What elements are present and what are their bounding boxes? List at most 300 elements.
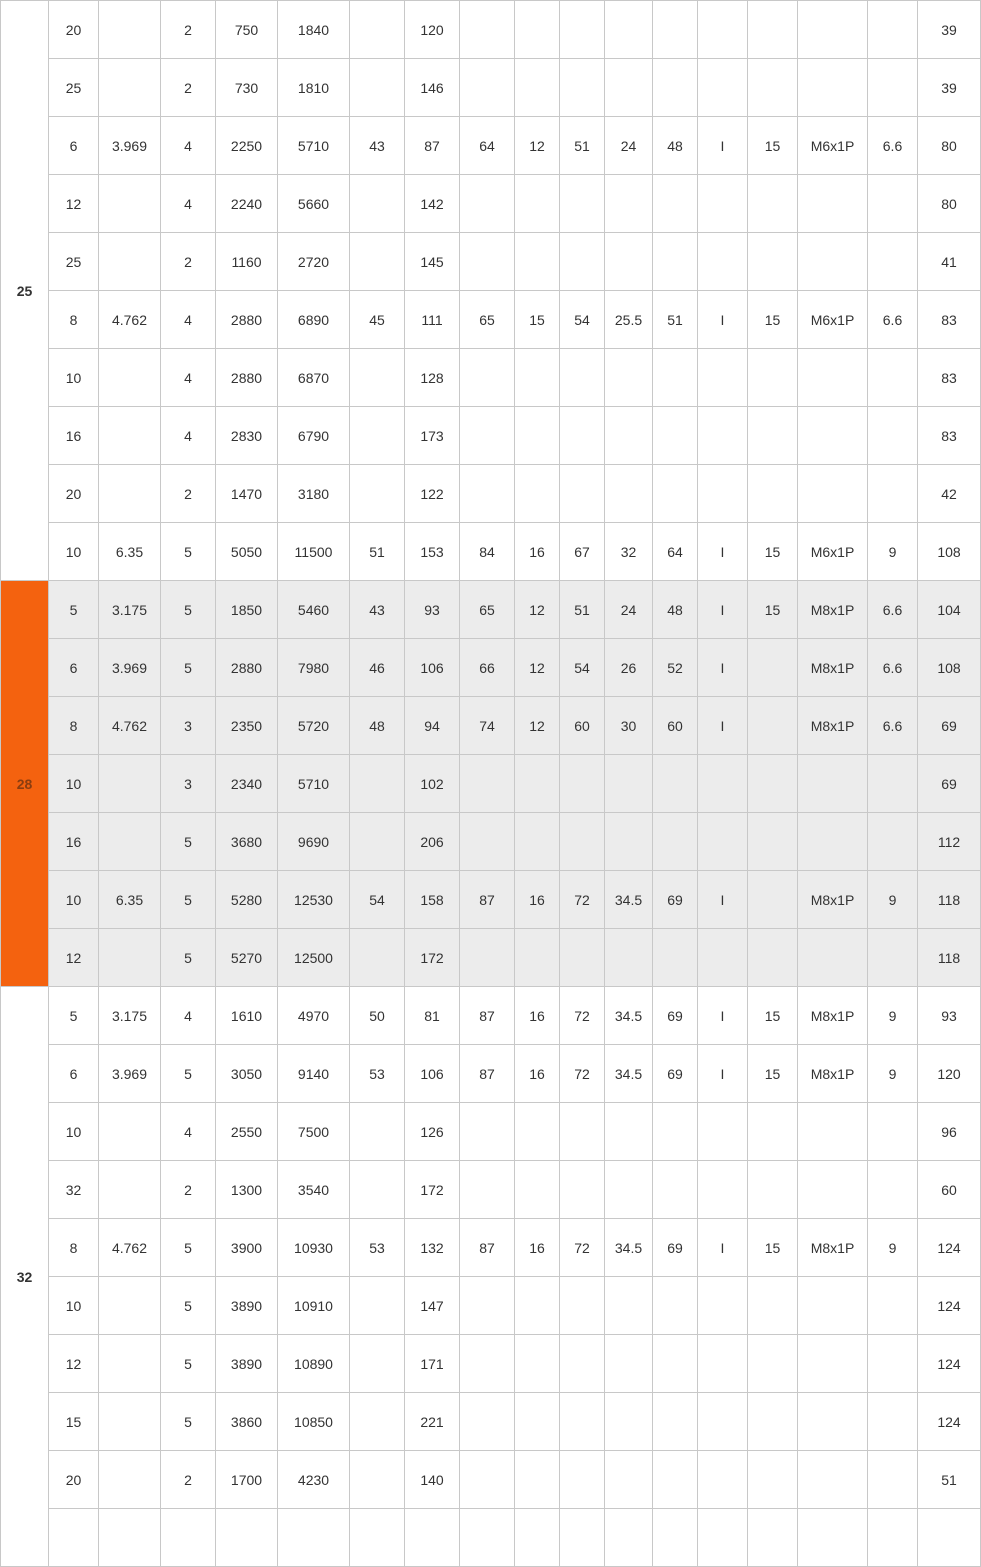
- cell-dim_e: 32: [605, 523, 653, 581]
- cell-static_load: 1840: [278, 1, 350, 59]
- cell-dim_c: 51: [560, 581, 605, 639]
- table-row: [1, 1277, 981, 1335]
- cell-static_load: 10910: [278, 1277, 350, 1335]
- cell-dim_c: [560, 349, 605, 407]
- cell-dim_f: [653, 1509, 698, 1567]
- cell-static_load: 10850: [278, 1393, 350, 1451]
- cell-dim_a: [460, 233, 515, 291]
- cell-lead: 6: [49, 639, 99, 697]
- cell-dim_d: [350, 1335, 405, 1393]
- table-row: [1, 1219, 981, 1277]
- table-row: [1, 523, 981, 581]
- cell-dim_f: 69: [653, 871, 698, 929]
- cell-circuits: 4: [161, 407, 216, 465]
- table-row: [1, 1393, 981, 1451]
- cell-dim_h: 6.6: [868, 581, 918, 639]
- cell-lead: 6: [49, 1045, 99, 1103]
- cell-dim_b: [515, 1, 560, 59]
- cell-weight: 124: [918, 1393, 981, 1451]
- cell-dim_a: 65: [460, 581, 515, 639]
- cell-lead: 25: [49, 59, 99, 117]
- cell-dim_c: [560, 1335, 605, 1393]
- cell-dim_l: 153: [405, 523, 460, 581]
- cell-dim_d: 53: [350, 1219, 405, 1277]
- group-marker: 32: [1, 987, 49, 1567]
- cell-thread_mark: I: [698, 291, 748, 349]
- cell-dim_f: [653, 813, 698, 871]
- cell-dim_c: [560, 175, 605, 233]
- cell-dynamic_load: 5050: [216, 523, 278, 581]
- cell-dim_g: [748, 233, 798, 291]
- cell-dim_f: [653, 59, 698, 117]
- cell-static_load: 7500: [278, 1103, 350, 1161]
- cell-dim_l: 146: [405, 59, 460, 117]
- cell-dim_l: 122: [405, 465, 460, 523]
- cell-dim_e: 34.5: [605, 1045, 653, 1103]
- cell-thread_mark: I: [698, 1045, 748, 1103]
- cell-circuits: 5: [161, 1393, 216, 1451]
- cell-dim_e: [605, 929, 653, 987]
- cell-dim_a: [460, 929, 515, 987]
- cell-static_load: 5710: [278, 117, 350, 175]
- cell-weight: 112: [918, 813, 981, 871]
- cell-dim_g: [748, 1393, 798, 1451]
- cell-dim_a: 84: [460, 523, 515, 581]
- cell-lead: 10: [49, 349, 99, 407]
- cell-dim_l: 128: [405, 349, 460, 407]
- cell-dim_e: [605, 349, 653, 407]
- cell-dim_f: [653, 233, 698, 291]
- cell-dim_c: 51: [560, 117, 605, 175]
- cell-dim_a: [460, 465, 515, 523]
- cell-dim_b: 16: [515, 1219, 560, 1277]
- cell-dim_h: [868, 1509, 918, 1567]
- table-row: [1, 1103, 981, 1161]
- cell-lead: 8: [49, 291, 99, 349]
- cell-static_load: 2720: [278, 233, 350, 291]
- cell-lead: 16: [49, 407, 99, 465]
- cell-lead: 10: [49, 755, 99, 813]
- cell-thread_mark: [698, 813, 748, 871]
- cell-dim_f: 69: [653, 987, 698, 1045]
- table-row: [1, 291, 981, 349]
- table-row: [1, 581, 981, 639]
- cell-ball_dia: [99, 1393, 161, 1451]
- cell-dim_d: 54: [350, 871, 405, 929]
- cell-lead: 12: [49, 1335, 99, 1393]
- cell-weight: 69: [918, 755, 981, 813]
- cell-dynamic_load: 3900: [216, 1219, 278, 1277]
- cell-dim_h: 9: [868, 1045, 918, 1103]
- cell-dim_g: [748, 929, 798, 987]
- cell-dim_l: 106: [405, 639, 460, 697]
- group-marker: 28: [1, 581, 49, 987]
- cell-dim_l: 93: [405, 581, 460, 639]
- cell-dim_h: 9: [868, 523, 918, 581]
- cell-circuits: 5: [161, 523, 216, 581]
- cell-thread_size: M6x1P: [798, 523, 868, 581]
- cell-dim_b: [515, 407, 560, 465]
- cell-dim_d: [350, 1161, 405, 1219]
- cell-dim_f: 64: [653, 523, 698, 581]
- cell-lead: 5: [49, 581, 99, 639]
- cell-dim_d: [350, 175, 405, 233]
- cell-weight: 118: [918, 871, 981, 929]
- cell-dim_b: 15: [515, 291, 560, 349]
- cell-dynamic_load: 750: [216, 1, 278, 59]
- cell-static_load: 1810: [278, 59, 350, 117]
- cell-dim_f: [653, 465, 698, 523]
- cell-dim_h: [868, 1161, 918, 1219]
- cell-dim_d: [350, 1451, 405, 1509]
- cell-static_load: 6870: [278, 349, 350, 407]
- cell-ball_dia: [99, 349, 161, 407]
- cell-dim_g: 15: [748, 1045, 798, 1103]
- cell-dim_g: [748, 871, 798, 929]
- cell-dynamic_load: 2880: [216, 639, 278, 697]
- cell-dim_b: [515, 233, 560, 291]
- cell-dim_g: [748, 465, 798, 523]
- cell-dim_d: [350, 1103, 405, 1161]
- cell-dynamic_load: 5270: [216, 929, 278, 987]
- cell-dim_a: [460, 1393, 515, 1451]
- cell-dim_l: 87: [405, 117, 460, 175]
- cell-dim_c: [560, 1393, 605, 1451]
- cell-ball_dia: [99, 1509, 161, 1567]
- cell-thread_size: [798, 1103, 868, 1161]
- cell-weight: 83: [918, 349, 981, 407]
- cell-dim_g: [748, 1161, 798, 1219]
- cell-circuits: 5: [161, 1335, 216, 1393]
- cell-circuits: 2: [161, 465, 216, 523]
- cell-dim_a: 87: [460, 1219, 515, 1277]
- cell-ball_dia: [99, 233, 161, 291]
- cell-dim_l: 132: [405, 1219, 460, 1277]
- cell-dim_b: 16: [515, 871, 560, 929]
- cell-dim_b: [515, 929, 560, 987]
- table-row: [1, 871, 981, 929]
- cell-thread_size: [798, 349, 868, 407]
- cell-dim_d: 45: [350, 291, 405, 349]
- cell-dim_h: [868, 59, 918, 117]
- table-row: [1, 1161, 981, 1219]
- cell-dim_h: [868, 1451, 918, 1509]
- cell-ball_dia: 6.35: [99, 871, 161, 929]
- cell-dim_g: [748, 1509, 798, 1567]
- cell-dim_a: [460, 407, 515, 465]
- cell-dim_b: 16: [515, 523, 560, 581]
- cell-circuits: 5: [161, 581, 216, 639]
- table-row: [1, 639, 981, 697]
- cell-thread_mark: I: [698, 639, 748, 697]
- cell-dim_d: [350, 755, 405, 813]
- cell-circuits: 2: [161, 1161, 216, 1219]
- cell-dim_e: [605, 1277, 653, 1335]
- cell-circuits: 4: [161, 1103, 216, 1161]
- cell-thread_size: [798, 407, 868, 465]
- table-row: [1, 929, 981, 987]
- cell-dim_e: 34.5: [605, 987, 653, 1045]
- cell-thread_mark: [698, 233, 748, 291]
- cell-dim_d: 46: [350, 639, 405, 697]
- cell-dim_l: 140: [405, 1451, 460, 1509]
- cell-ball_dia: 3.969: [99, 639, 161, 697]
- cell-dim_f: [653, 407, 698, 465]
- cell-thread_mark: [698, 407, 748, 465]
- cell-dim_l: 120: [405, 1, 460, 59]
- cell-circuits: 5: [161, 1219, 216, 1277]
- cell-weight: 124: [918, 1335, 981, 1393]
- cell-dim_g: 15: [748, 987, 798, 1045]
- cell-dim_b: [515, 1451, 560, 1509]
- table-row: [1, 175, 981, 233]
- cell-dim_l: 126: [405, 1103, 460, 1161]
- cell-dim_g: 15: [748, 1219, 798, 1277]
- cell-dim_e: [605, 465, 653, 523]
- cell-dim_e: [605, 407, 653, 465]
- cell-static_load: 9690: [278, 813, 350, 871]
- cell-circuits: 2: [161, 59, 216, 117]
- cell-dim_d: [350, 1393, 405, 1451]
- cell-thread_size: [798, 755, 868, 813]
- table-row: [1, 987, 981, 1045]
- cell-weight: [918, 1509, 981, 1567]
- cell-ball_dia: 3.969: [99, 117, 161, 175]
- cell-dim_d: 50: [350, 987, 405, 1045]
- cell-dim_d: 53: [350, 1045, 405, 1103]
- cell-weight: 120: [918, 1045, 981, 1103]
- cell-dim_c: [560, 1509, 605, 1567]
- cell-thread_size: [798, 929, 868, 987]
- cell-lead: 8: [49, 1219, 99, 1277]
- cell-static_load: 3540: [278, 1161, 350, 1219]
- cell-dim_b: [515, 1277, 560, 1335]
- cell-dim_l: 158: [405, 871, 460, 929]
- cell-dynamic_load: 2250: [216, 117, 278, 175]
- table-row: [1, 813, 981, 871]
- cell-thread_mark: [698, 1277, 748, 1335]
- cell-dim_b: [515, 465, 560, 523]
- cell-dim_d: [350, 1509, 405, 1567]
- cell-dynamic_load: 1160: [216, 233, 278, 291]
- cell-thread_mark: [698, 1393, 748, 1451]
- cell-dim_b: 12: [515, 581, 560, 639]
- cell-dim_e: [605, 233, 653, 291]
- cell-dynamic_load: 1610: [216, 987, 278, 1045]
- cell-circuits: 5: [161, 813, 216, 871]
- cell-dim_a: [460, 59, 515, 117]
- cell-circuits: 4: [161, 117, 216, 175]
- cell-thread_size: [798, 175, 868, 233]
- cell-lead: 10: [49, 1103, 99, 1161]
- cell-thread_mark: [698, 1509, 748, 1567]
- cell-dim_g: [748, 1277, 798, 1335]
- cell-thread_mark: I: [698, 871, 748, 929]
- cell-dim_e: [605, 1103, 653, 1161]
- cell-lead: 32: [49, 1161, 99, 1219]
- cell-static_load: 7980: [278, 639, 350, 697]
- cell-dim_f: [653, 1277, 698, 1335]
- cell-circuits: 5: [161, 1045, 216, 1103]
- cell-ball_dia: [99, 1277, 161, 1335]
- cell-dim_c: [560, 465, 605, 523]
- cell-static_load: 5460: [278, 581, 350, 639]
- cell-ball_dia: [99, 1103, 161, 1161]
- cell-circuits: 5: [161, 871, 216, 929]
- cell-weight: 80: [918, 175, 981, 233]
- cell-static_load: 9140: [278, 1045, 350, 1103]
- cell-ball_dia: 3.175: [99, 581, 161, 639]
- cell-dim_d: [350, 59, 405, 117]
- cell-dim_h: [868, 1335, 918, 1393]
- cell-lead: 20: [49, 465, 99, 523]
- cell-dynamic_load: 2240: [216, 175, 278, 233]
- cell-weight: 60: [918, 1161, 981, 1219]
- cell-lead: 15: [49, 1393, 99, 1451]
- cell-dim_l: 172: [405, 929, 460, 987]
- cell-static_load: 10930: [278, 1219, 350, 1277]
- cell-dim_c: 72: [560, 871, 605, 929]
- cell-lead: 10: [49, 871, 99, 929]
- cell-dim_l: 111: [405, 291, 460, 349]
- cell-circuits: 5: [161, 929, 216, 987]
- cell-ball_dia: [99, 175, 161, 233]
- cell-thread_mark: [698, 1, 748, 59]
- cell-dynamic_load: [216, 1509, 278, 1567]
- cell-dim_a: [460, 1, 515, 59]
- cell-thread_size: M8x1P: [798, 581, 868, 639]
- cell-circuits: 4: [161, 349, 216, 407]
- table-row: [1, 697, 981, 755]
- cell-dim_g: [748, 349, 798, 407]
- cell-dim_e: [605, 1, 653, 59]
- cell-dim_a: 66: [460, 639, 515, 697]
- cell-dim_g: [748, 1103, 798, 1161]
- cell-dim_f: [653, 1393, 698, 1451]
- cell-dim_a: [460, 1103, 515, 1161]
- cell-dim_a: 87: [460, 987, 515, 1045]
- cell-dynamic_load: 2340: [216, 755, 278, 813]
- cell-dim_e: 30: [605, 697, 653, 755]
- cell-lead: 16: [49, 813, 99, 871]
- group-marker: 25: [1, 1, 49, 581]
- cell-dynamic_load: 3890: [216, 1335, 278, 1393]
- cell-static_load: 3180: [278, 465, 350, 523]
- cell-dim_c: [560, 233, 605, 291]
- cell-thread_size: [798, 233, 868, 291]
- cell-weight: 124: [918, 1277, 981, 1335]
- cell-dim_l: 171: [405, 1335, 460, 1393]
- cell-ball_dia: 3.175: [99, 987, 161, 1045]
- cell-thread_size: M8x1P: [798, 1045, 868, 1103]
- cell-dim_c: 54: [560, 291, 605, 349]
- cell-circuits: 2: [161, 1, 216, 59]
- table-row: [1, 465, 981, 523]
- table-row: [1, 233, 981, 291]
- cell-dynamic_load: 1700: [216, 1451, 278, 1509]
- cell-dim_d: [350, 1277, 405, 1335]
- cell-dim_a: [460, 1161, 515, 1219]
- cell-dim_h: 9: [868, 871, 918, 929]
- cell-dim_g: [748, 639, 798, 697]
- cell-dim_l: 94: [405, 697, 460, 755]
- cell-dim_h: [868, 1, 918, 59]
- cell-static_load: 5720: [278, 697, 350, 755]
- cell-thread_mark: [698, 175, 748, 233]
- cell-dim_b: [515, 813, 560, 871]
- cell-thread_size: [798, 59, 868, 117]
- table-row: [1, 755, 981, 813]
- cell-weight: 108: [918, 523, 981, 581]
- cell-static_load: 6890: [278, 291, 350, 349]
- cell-dim_d: [350, 233, 405, 291]
- cell-dim_g: [748, 755, 798, 813]
- cell-thread_mark: [698, 755, 748, 813]
- cell-dim_l: 106: [405, 1045, 460, 1103]
- cell-ball_dia: [99, 465, 161, 523]
- cell-dim_h: 6.6: [868, 639, 918, 697]
- cell-dim_h: [868, 465, 918, 523]
- cell-circuits: 2: [161, 233, 216, 291]
- cell-dynamic_load: 3890: [216, 1277, 278, 1335]
- table-row: [1, 1451, 981, 1509]
- cell-weight: 42: [918, 465, 981, 523]
- cell-ball_dia: 6.35: [99, 523, 161, 581]
- spec-table-body: [1, 1, 981, 1567]
- cell-dim_f: 52: [653, 639, 698, 697]
- cell-dim_e: [605, 1451, 653, 1509]
- cell-dim_g: [748, 175, 798, 233]
- cell-dim_d: [350, 465, 405, 523]
- cell-dim_g: [748, 1451, 798, 1509]
- cell-weight: 118: [918, 929, 981, 987]
- cell-thread_size: [798, 1393, 868, 1451]
- table-row: [1, 1045, 981, 1103]
- cell-thread_size: [798, 465, 868, 523]
- cell-thread_size: M8x1P: [798, 697, 868, 755]
- cell-thread_size: M8x1P: [798, 1219, 868, 1277]
- cell-weight: 93: [918, 987, 981, 1045]
- cell-dim_e: [605, 1335, 653, 1393]
- cell-weight: 39: [918, 59, 981, 117]
- cell-dim_h: 6.6: [868, 117, 918, 175]
- cell-ball_dia: [99, 813, 161, 871]
- cell-ball_dia: [99, 407, 161, 465]
- cell-dim_l: 102: [405, 755, 460, 813]
- cell-weight: 104: [918, 581, 981, 639]
- cell-thread_size: [798, 1, 868, 59]
- cell-dim_b: [515, 1103, 560, 1161]
- cell-thread_mark: [698, 1335, 748, 1393]
- cell-lead: 5: [49, 987, 99, 1045]
- cell-dim_b: [515, 59, 560, 117]
- cell-dim_h: [868, 755, 918, 813]
- cell-dim_d: 48: [350, 697, 405, 755]
- cell-dim_a: [460, 1335, 515, 1393]
- cell-dim_c: 72: [560, 1219, 605, 1277]
- cell-circuits: 4: [161, 987, 216, 1045]
- cell-dim_a: [460, 349, 515, 407]
- cell-dim_h: [868, 813, 918, 871]
- cell-dynamic_load: 2880: [216, 349, 278, 407]
- cell-dim_a: 65: [460, 291, 515, 349]
- cell-static_load: 4230: [278, 1451, 350, 1509]
- cell-dim_d: [350, 349, 405, 407]
- cell-weight: 80: [918, 117, 981, 175]
- cell-thread_mark: I: [698, 523, 748, 581]
- cell-dynamic_load: 3050: [216, 1045, 278, 1103]
- cell-thread_size: M8x1P: [798, 987, 868, 1045]
